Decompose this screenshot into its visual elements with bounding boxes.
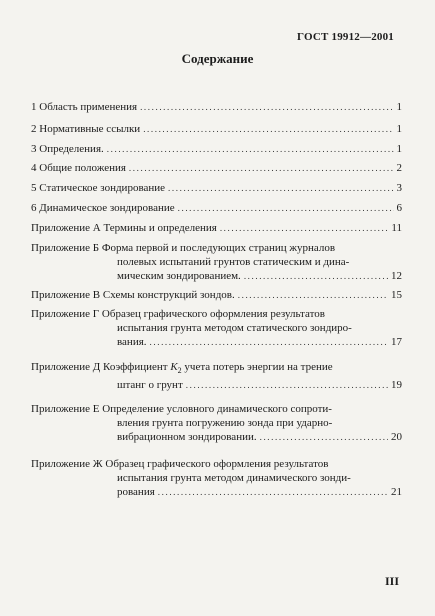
page-title: Содержание (181, 51, 254, 66)
toc-entry-last-line (31, 335, 402, 349)
toc-entry-last-line (31, 485, 402, 499)
toc-entry-last-line (31, 269, 402, 283)
toc-entry-label: Приложение Ж Образец графического оформления результатов (31, 458, 329, 470)
toc-entry-label: Приложение А Термины и определения (31, 222, 217, 234)
toc-entry-label (31, 360, 402, 378)
toc-entry-label: Приложение Б Форма первой и последующих страниц журналов (31, 242, 336, 254)
toc-entry-label-end: рования (117, 486, 155, 498)
toc-entry-last-line (31, 378, 402, 392)
leader-dots (244, 269, 388, 283)
toc-entry-page: 20 (391, 431, 402, 443)
toc-entry-page: 3 (396, 182, 402, 194)
toc-entry-label: 1 Область применения (31, 101, 138, 113)
toc-entry-appendix-g[interactable] (31, 307, 402, 349)
leader-dots (186, 378, 388, 392)
toc-entry-label: Приложение В Схемы конструкций зондов. (31, 289, 235, 301)
toc-entry-page: 6 (396, 202, 402, 214)
toc-entry-label-end: вибрационном зондировании. (117, 431, 257, 443)
toc-entry-continuation: полевых испытаний грунтов статическим и дина- (117, 256, 350, 268)
toc-entry-continuation: вления грунта погружению зонда при ударно- (117, 417, 333, 429)
toc-entry-4[interactable] (31, 161, 402, 175)
toc-entry-page: 15 (391, 289, 402, 301)
leader-dots (220, 221, 389, 235)
toc-entry-appendix-d[interactable] (31, 360, 402, 392)
toc-entry-page: 1 (396, 101, 402, 113)
toc-entry-label: Приложение Е Определение условного динамического сопроти- (31, 403, 332, 415)
leader-dots (158, 485, 388, 499)
toc-entry-label: 5 Статическое зондирование (31, 182, 166, 194)
toc-entry-appendix-e[interactable] (31, 402, 402, 444)
coefficient-symbol: K (170, 361, 178, 373)
page-number: III (384, 574, 399, 588)
toc-entry-page: 21 (391, 486, 402, 498)
toc-entry-page: 1 (396, 123, 402, 135)
toc-entry-label: 3 Определения. (31, 143, 104, 155)
toc-entry-5[interactable] (31, 181, 402, 195)
toc-entry-page: 11 (391, 222, 402, 234)
leader-dots (260, 430, 388, 444)
toc-entry-continuation: испытания грунта методом динамического зонди- (117, 472, 351, 484)
coefficient-subscript: 2 (177, 366, 182, 376)
toc-entry-2[interactable] (31, 122, 402, 136)
toc-entry-6[interactable] (31, 201, 402, 215)
leader-dots (238, 288, 388, 302)
leader-dots (150, 335, 388, 349)
toc-entry-page: 2 (396, 162, 402, 174)
toc-entry-label-end: вания. (117, 336, 147, 348)
toc-entry-label-rest: учета потерь энергии на трение (181, 361, 333, 373)
toc-entry-appendix-zh[interactable] (31, 457, 402, 499)
toc-entry-appendix-v[interactable] (31, 288, 402, 302)
toc-entry-page: 17 (391, 336, 402, 348)
leader-dots (129, 161, 394, 175)
toc-entry-label: 6 Динамическое зондирование (31, 202, 175, 214)
leader-dots (140, 100, 393, 114)
toc-entry-page: 1 (396, 143, 402, 155)
leader-dots (178, 201, 394, 215)
leader-dots (107, 142, 394, 156)
toc-entry-3[interactable] (31, 142, 402, 156)
leader-dots (168, 181, 393, 195)
toc-entry-label-end: мическим зондированием. (117, 270, 241, 282)
toc-entry-appendix-a[interactable] (31, 221, 402, 235)
document-code: ГОСТ 19912—2001 (297, 31, 394, 43)
toc-entry-label: 2 Нормативные ссылки (31, 123, 141, 135)
leader-dots (143, 122, 393, 136)
toc-entry-appendix-b[interactable] (31, 241, 402, 283)
toc-entry-label: 4 Общие положения (31, 162, 126, 174)
toc-entry-page: 12 (391, 270, 402, 282)
toc-entry-continuation: испытания грунта методом статического зондиро- (117, 322, 352, 334)
toc-entry-1[interactable] (31, 100, 402, 114)
toc-entry-label-end: штанг о грунт (117, 379, 183, 392)
toc-entry-label: Приложение Г Образец графического оформления результатов (31, 308, 325, 320)
toc-entry-page: 19 (391, 379, 402, 392)
toc-entry-label-start: Приложение Д Коэффициент (31, 361, 171, 373)
toc-entry-last-line (31, 430, 402, 444)
